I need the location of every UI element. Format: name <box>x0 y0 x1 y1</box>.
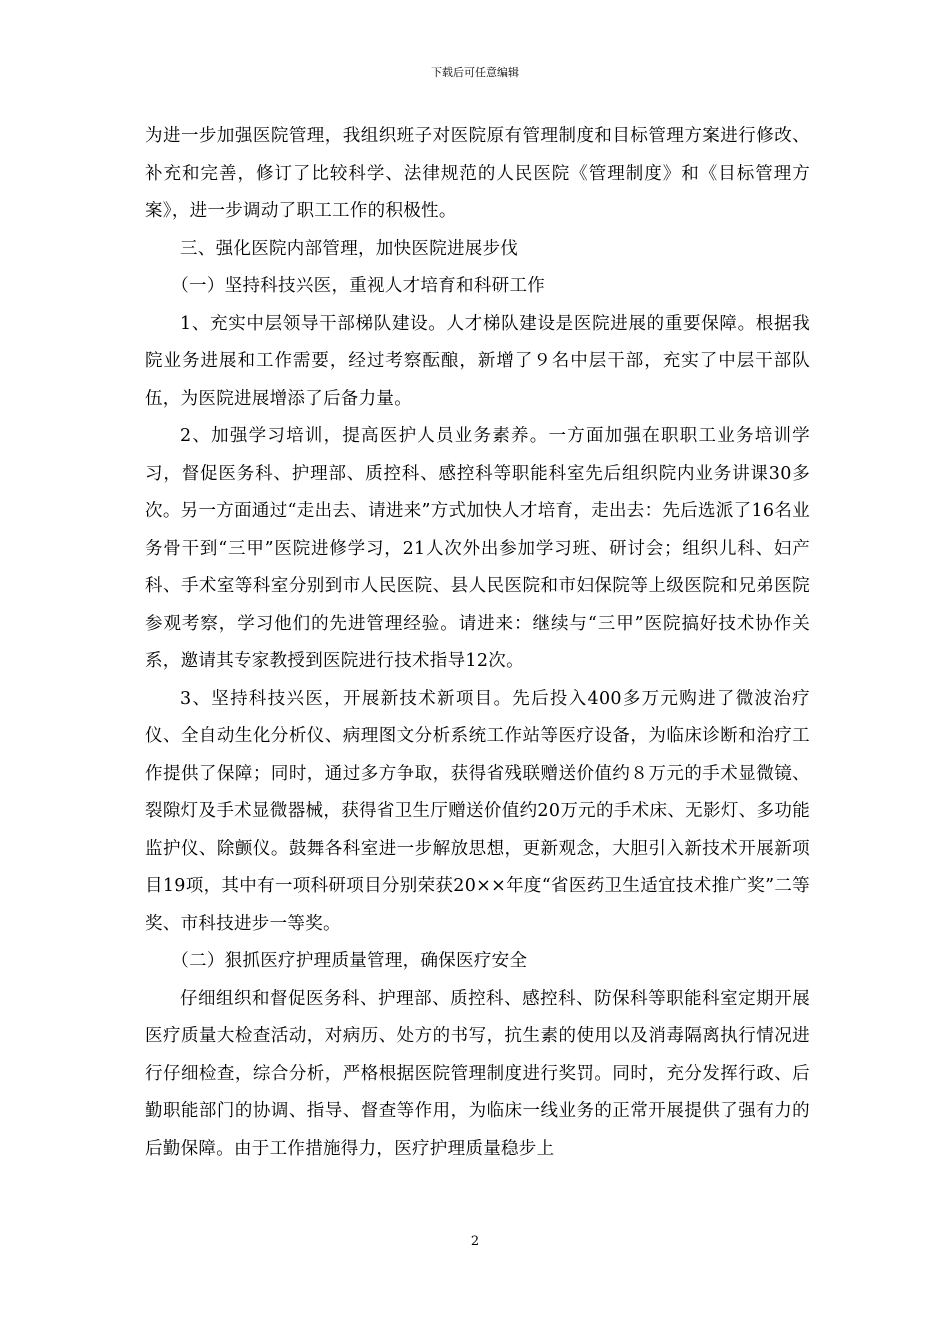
paragraph-training: 2、加强学习培训，提高医护人员业务素养。一方面加强在职职工业务培训学习，督促医务科、护理部、质控科、感控科等职能科室先后组织院内业务讲课30多次。另一方面通过“走出去、请进来”方式加快人才培育，走出去：先后选派了16名业务骨干到“三甲”医院进修学习，21人次外出参加学习班、研讨会；组织儿科、妇产科、手术室等科室分别到市人民医院、县人民医院和市妇保院等上级医院和兄弟医院参观考察，学习他们的先进管理经验。请进来：继续与“三甲”医院搞好技术协作关系，邀请其专家教授到医院进行技术指导12次。 <box>145 426 810 671</box>
subsection-heading-tech-talent: （一）坚持科技兴医，重视人才培育和科研工作 <box>171 276 546 296</box>
page-number: 2 <box>470 1234 480 1249</box>
paragraph-new-technology: 3、坚持科技兴医，开展新技术新项目。先后投入400多万元购进了微波治疗仪、全自动生化分析仪、病理图文分析系统工作站等医疗设备，为临床诊断和治疗工作提供了保障；同时，通过多方争取，获得省残联赠送价值约８万元的手术显微镜、裂隙灯及手术显微器械，获得省卫生厅赠送价值约20万元的手术床、无影灯、多功能监护仪、除颤仪。鼓舞各科室进一步解放思想，更新观念，大胆引入新技术开展新项目19项，其中有一项科研项目分别荣获20××年度“省医药卫生适宜技术推广奖”二等奖、市科技进步一等奖。 <box>145 688 810 934</box>
paragraph-management-revision: 为进一步加强医院管理，我组织班子对医院原有管理制度和目标管理方案进行修改、补充和完善，修订了比较科学、法律规范的人民医院《管理制度》和《目标管理方案》，进一步调动了职工工作的积极性。 <box>145 126 810 221</box>
paragraph-middle-cadre: 1、充实中层领导干部梯队建设。人才梯队建设是医院进展的重要保障。根据我院业务进展和工作需要，经过考察酝酿，新增了９名中层干部，充实了中层干部队伍，为医院进展增添了后备力量。 <box>145 313 810 409</box>
paragraph-quality-inspection: 仔细组织和督促医务科、护理部、质控科、感控科、防保科等职能科室定期开展医疗质量大检查活动，对病历、处方的书写，抗生素的使用以及消毒隔离执行情况进行仔细检查，综合分析，严格根据医院管理制度进行奖罚。同时，充分发挥行政、后勤职能部门的协调、指导、督查等作用，为临床一线业务的正常开展提供了强有力的后勤保障。由于工作措施得力，医疗护理质量稳步上 <box>145 988 810 1159</box>
document-body <box>145 118 810 1168</box>
section-heading-internal-management: 三、强化医院内部管理，加快医院进展步伐 <box>180 238 519 259</box>
subsection-heading-quality: （二）狠抓医疗护理质量管理，确保医疗安全 <box>171 951 528 971</box>
page-header-note: 下载后可任意编辑 <box>431 66 519 79</box>
